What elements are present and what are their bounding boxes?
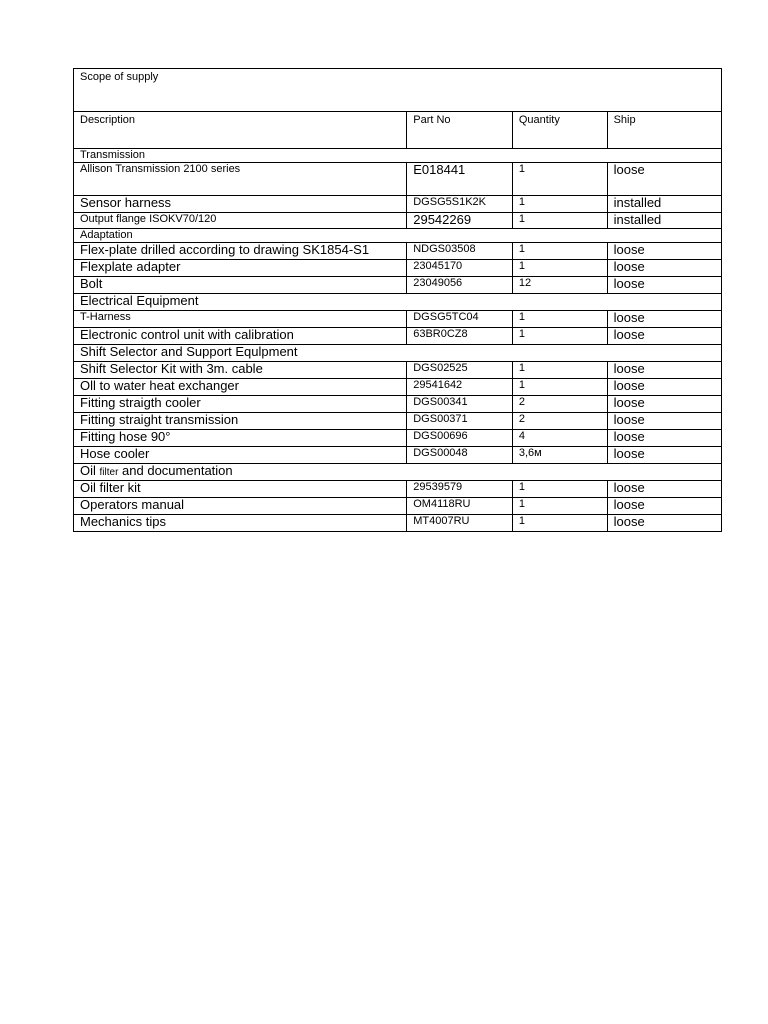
cell-description: Flex-plate drilled according to drawing SK1854-S1	[74, 243, 407, 260]
cell-description: T-Harness	[74, 311, 407, 328]
cell-description: Output flange ISOKV70/120	[74, 213, 407, 229]
cell-ship: loose	[607, 481, 721, 498]
cell-part-no: 29539579	[407, 481, 513, 498]
table-row	[74, 163, 722, 196]
cell-ship: loose	[607, 413, 721, 430]
section-oil-filter-a: Oil	[80, 463, 96, 478]
cell-ship: loose	[607, 515, 721, 532]
cell-ship: loose	[607, 163, 721, 196]
cell-quantity: 1	[512, 243, 607, 260]
cell-quantity: 4	[512, 430, 607, 447]
cell-description: Electronic control unit with calibration	[74, 328, 407, 345]
cell-part-no: DGS00341	[407, 396, 513, 413]
section-electrical: Electrical Equipment	[74, 294, 722, 311]
cell-part-no: MT4007RU	[407, 515, 513, 532]
cell-ship: loose	[607, 243, 721, 260]
cell-description: Mechanics tips	[74, 515, 407, 532]
table-row	[74, 260, 722, 277]
cell-part-no: E018441	[407, 163, 513, 196]
section-oil-filter-b: filter	[99, 467, 119, 478]
cell-ship: loose	[607, 328, 721, 345]
header-row	[74, 112, 722, 149]
cell-description: Fitting straigth cooler	[74, 396, 407, 413]
section-row	[74, 345, 722, 362]
table-row	[74, 481, 722, 498]
cell-part-no: DGSG5S1K2K	[407, 196, 513, 213]
cell-quantity: 3,6м	[512, 447, 607, 464]
section-row	[74, 294, 722, 311]
cell-quantity: 1	[512, 311, 607, 328]
table-row	[74, 396, 722, 413]
cell-ship: loose	[607, 260, 721, 277]
cell-ship: loose	[607, 447, 721, 464]
cell-ship: loose	[607, 498, 721, 515]
cell-description: Sensor harness	[74, 196, 407, 213]
cell-quantity: 2	[512, 396, 607, 413]
cell-part-no: DGS00048	[407, 447, 513, 464]
cell-quantity: 1	[512, 260, 607, 277]
cell-description: Oll to water heat exchanger	[74, 379, 407, 396]
cell-quantity: 1	[512, 163, 607, 196]
table-row	[74, 515, 722, 532]
table-row	[74, 413, 722, 430]
section-oil-filter	[74, 464, 722, 481]
cell-part-no: 29541642	[407, 379, 513, 396]
section-row	[74, 149, 722, 163]
table-row	[74, 243, 722, 260]
header-part-no: Part No	[407, 112, 513, 149]
section-adaptation: Adaptation	[74, 229, 722, 243]
section-shift-selector: Shift Selector and Support Equlpment	[74, 345, 722, 362]
cell-quantity: 2	[512, 413, 607, 430]
cell-ship: loose	[607, 396, 721, 413]
section-oil-filter-c: and documentation	[122, 463, 233, 478]
cell-part-no: 23045170	[407, 260, 513, 277]
cell-description: Bolt	[74, 277, 407, 294]
cell-description: Oil filter kit	[74, 481, 407, 498]
cell-description: Hose cooler	[74, 447, 407, 464]
cell-part-no: OM4118RU	[407, 498, 513, 515]
cell-description: Allison Transmission 2100 series	[74, 163, 407, 196]
section-row	[74, 464, 722, 481]
header-ship: Ship	[607, 112, 721, 149]
scope-of-supply-table	[73, 68, 722, 532]
table-row	[74, 447, 722, 464]
cell-part-no: 23049056	[407, 277, 513, 294]
table-row	[74, 430, 722, 447]
cell-ship: installed	[607, 213, 721, 229]
cell-quantity: 1	[512, 481, 607, 498]
cell-quantity: 1	[512, 379, 607, 396]
table-row	[74, 498, 722, 515]
cell-description: Operators manual	[74, 498, 407, 515]
cell-ship: loose	[607, 311, 721, 328]
table-row	[74, 379, 722, 396]
header-description: Description	[74, 112, 407, 149]
cell-part-no: DGS00371	[407, 413, 513, 430]
cell-ship: loose	[607, 362, 721, 379]
cell-part-no: 63BR0CZ8	[407, 328, 513, 345]
header-quantity: Quantity	[512, 112, 607, 149]
cell-ship: loose	[607, 430, 721, 447]
cell-description: Fitting straight transmission	[74, 413, 407, 430]
table-row	[74, 362, 722, 379]
cell-quantity: 1	[512, 328, 607, 345]
cell-part-no: 29542269	[407, 213, 513, 229]
cell-quantity: 1	[512, 362, 607, 379]
table-row	[74, 277, 722, 294]
cell-quantity: 1	[512, 515, 607, 532]
cell-description: Shift Selector Kit with 3m. cable	[74, 362, 407, 379]
table-row	[74, 311, 722, 328]
cell-quantity: 12	[512, 277, 607, 294]
cell-description: Flexplate adapter	[74, 260, 407, 277]
section-row	[74, 229, 722, 243]
cell-ship: loose	[607, 277, 721, 294]
table-title: Scope of supply	[74, 69, 722, 112]
table-row	[74, 213, 722, 229]
cell-quantity: 1	[512, 498, 607, 515]
cell-description: Fitting hose 90°	[74, 430, 407, 447]
cell-part-no: DGS00696	[407, 430, 513, 447]
cell-part-no: DGS02525	[407, 362, 513, 379]
cell-quantity: 1	[512, 196, 607, 213]
cell-quantity: 1	[512, 213, 607, 229]
table-row	[74, 196, 722, 213]
section-transmission: Transmission	[74, 149, 722, 163]
title-row	[74, 69, 722, 112]
cell-part-no: NDGS03508	[407, 243, 513, 260]
table-row	[74, 328, 722, 345]
cell-part-no: DGSG5TC04	[407, 311, 513, 328]
cell-ship: loose	[607, 379, 721, 396]
cell-ship: installed	[607, 196, 721, 213]
